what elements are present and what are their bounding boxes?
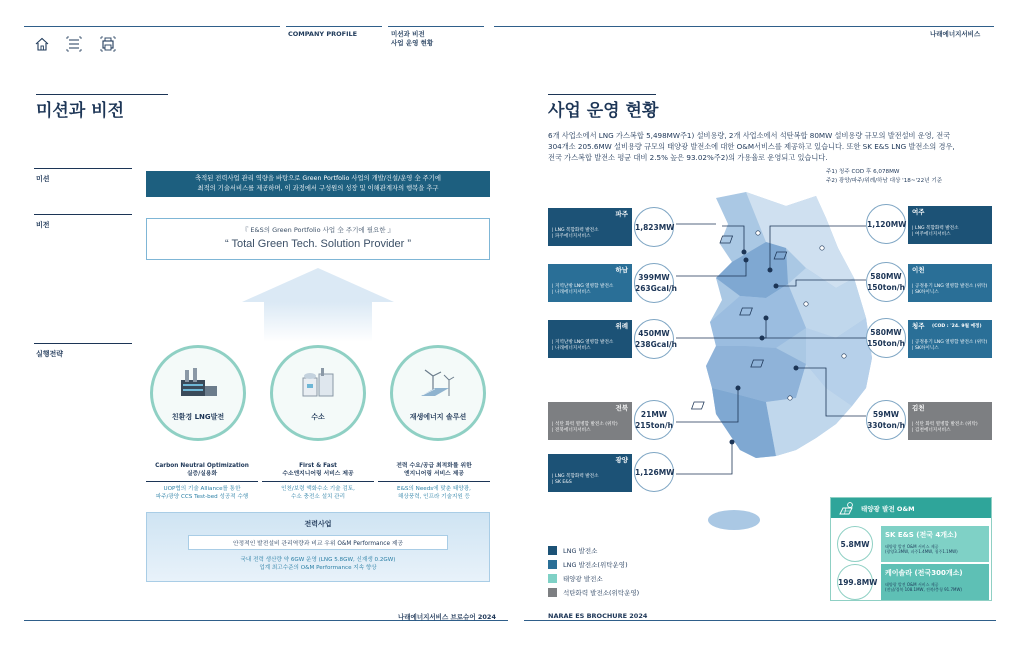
capacity-value: 580MW [870, 328, 902, 337]
mission-label: 미션 [36, 175, 50, 183]
strategy-desc [378, 485, 490, 501]
legend-label: 석탄화력 발전소(위탁운영) [563, 588, 640, 597]
plant-desc [552, 474, 599, 486]
plant-desc-line: | LNG 복합화력 발전소 [552, 228, 599, 233]
plant-desc-line: | 지역난방 LNG 열병합 발전소 [552, 284, 614, 289]
row-rule [34, 214, 132, 215]
row-rule [34, 168, 132, 169]
legend-swatch [548, 588, 557, 597]
om-row [837, 564, 987, 602]
power-subtitle: 안정적인 발전설비 관리역량과 비교 우위 O&M Performance 제공 [188, 535, 448, 550]
steam-value: 330ton/h [867, 421, 905, 430]
power-title: 전력사업 [304, 520, 332, 528]
plant-desc-line: | 파주에너지서비스 [552, 234, 591, 239]
strategy-title [262, 462, 374, 478]
capacity-value: 1,823MW [635, 223, 675, 232]
capacity-value: 1,120MW [867, 220, 907, 229]
om-card [881, 526, 989, 562]
steam-value: 215ton/h [635, 421, 673, 430]
plant-desc-line: | 석탄 화력 열병합 발전소 (위탁) [912, 422, 978, 427]
plant-desc-line: | SK E&S [552, 480, 572, 485]
plant-desc-line: | LNG 복합화력 발전소 [912, 226, 959, 231]
plant-name: 위례 [615, 322, 628, 330]
plant-name: 김천 [912, 404, 925, 412]
steam-value: 150ton/h [867, 283, 905, 292]
plant-capacity-wirye [634, 319, 677, 359]
plant-card-gimcheon[interactable] [908, 402, 992, 440]
vision-label: 비전 [36, 221, 50, 229]
plant-desc [912, 284, 987, 296]
capacity-value: 21MW [640, 410, 668, 419]
up-arrow-graphic [242, 268, 394, 302]
power-desc-line: 업계 최고수준의 O&M Performance 지속 향상 [259, 565, 377, 571]
footnote: 주1) 청주 COD 후 6,078MW [826, 169, 900, 175]
plant-capacity-paju [634, 207, 674, 247]
vision-subtitle: 『 E&S의 Green Portfolio 사업 全 주기에 필요한 』 [241, 226, 395, 234]
plant-capacity-gwangyang [634, 452, 674, 492]
plant-desc [552, 340, 613, 352]
plant-name: 파주 [615, 210, 628, 218]
strategy-title-line: 엔지니어링 서비스 제공 [403, 471, 465, 477]
plant-desc-line: | 여주에너지서비스 [912, 232, 951, 237]
plant-card-gwangyang[interactable] [548, 454, 632, 492]
plant-desc-line: | 김천에너지서비스 [912, 428, 951, 433]
plant-desc [912, 226, 959, 238]
footer-rule [524, 620, 996, 621]
strategy-desc [262, 485, 374, 501]
strategy-title-line: 수소엔지니어링 서비스 제공 [282, 471, 354, 477]
power-business-box [146, 512, 490, 582]
solar-om-panel [830, 497, 992, 601]
heat-value: 238Gcal/h [635, 340, 677, 349]
om-desc: 태양광 발전 O&M 서비스 제공 [885, 544, 939, 549]
plant-desc-line: | SK하이닉스 [912, 290, 939, 295]
strategy-title [146, 462, 258, 478]
solar-om-title: 태양광 발전 O&M [861, 505, 915, 513]
intro-paragraph [548, 130, 998, 163]
om-row [837, 526, 987, 564]
strategy-title-line: Carbon Neutral Optimization [155, 463, 249, 469]
plant-card-yeoju[interactable] [908, 206, 992, 244]
mission-text: 축적된 전력사업 관리 역량을 바탕으로 Green Portfolio 사업의 개발/건설/운영 全 주기에 [195, 175, 441, 182]
plant-name: 하남 [615, 266, 628, 274]
plant-capacity-yeoju [866, 204, 906, 244]
power-desc-line: 국내 전력 생산량 약 6GW 운영 (LNG 5.8GW, 신재생 0.2GW) [240, 557, 396, 563]
solar-om-header [831, 498, 991, 518]
power-desc [147, 556, 489, 572]
plant-capacity-cheongju [866, 318, 906, 358]
strategy-circle-lng [150, 345, 246, 441]
om-desc: (광양3.3MW, 파주1.4MW, 청주1.1MW) [885, 549, 958, 554]
capacity-value: 580MW [870, 272, 902, 281]
legend-swatch [548, 560, 557, 569]
plant-desc-line: | 공정용기 LNG 열병합 발전소 (위탁) [912, 340, 988, 345]
strategy-label: 실행전략 [36, 350, 64, 358]
plant-desc [912, 422, 978, 434]
print-icon[interactable] [100, 36, 116, 52]
vision-statement: “ Total Green Tech. Solution Provider ” [224, 238, 412, 250]
plant-desc [552, 228, 599, 240]
header-divider [286, 26, 382, 27]
steam-value: 150ton/h [867, 339, 905, 348]
title-rule [548, 94, 656, 95]
plant-desc-line: | 지역난방 LNG 열병합 발전소 [552, 340, 614, 345]
plant-name: 전북 [615, 404, 628, 412]
section-link-mission[interactable]: 미션과 비전 [391, 30, 425, 38]
plant-name: 청주 [912, 322, 925, 330]
plant-desc [552, 284, 613, 296]
strategy-desc-line: 파주/광양 CCS Test-bed 성공적 수행 [155, 494, 249, 500]
plant-capacity-icheon [866, 262, 906, 302]
home-icon[interactable] [34, 36, 50, 52]
strategy-rule [262, 481, 374, 482]
om-operator: SK E&S (전국 4개소) [885, 531, 958, 539]
plant-desc-line: | SK하이닉스 [912, 346, 939, 351]
strategy-name: 친환경 LNG발전 [171, 413, 225, 421]
company-profile-link[interactable]: COMPANY PROFILE [288, 30, 358, 38]
legend-item [548, 571, 639, 585]
solar-panel-icon [839, 501, 855, 517]
intro-line: 6개 사업소에서 LNG 가스복합 5,498MW주1) 설비용량, 2개 사업소에서 석탄복합 80MW 설비용량 규모의 발전설비 운영, 전국 [548, 131, 951, 140]
vision-box [146, 218, 490, 260]
menu-icon[interactable] [66, 36, 82, 52]
capacity-value: 450MW [638, 329, 670, 338]
legend-item [548, 543, 639, 557]
page-title-left: 미션과 비전 [36, 101, 125, 121]
header-divider [494, 26, 994, 27]
plant-card-paju[interactable] [548, 208, 632, 246]
plant-card-cheongju[interactable] [908, 320, 992, 358]
legend-swatch [548, 574, 557, 583]
footnotes [826, 168, 942, 186]
om-card [881, 564, 989, 600]
strategy-circle-renewable [390, 345, 486, 441]
intro-line: 전국 가스복합 발전소 평균 대비 2.5% 높은 93.02%주2)의 가용율로 운영되고 있습니다. [548, 153, 828, 162]
plant-desc-line: | LNG 복합화력 발전소 [552, 474, 599, 479]
om-desc: 태양광 발전 O&M 서비스 제공 [885, 582, 939, 587]
legend-label: 태양광 발전소 [563, 574, 603, 583]
plant-capacity-jeonbuk [634, 400, 674, 440]
mission-text: 최적의 기술서비스를 제공하며, 이 과정에서 구성원의 성장 및 이해관계자의 행복을 추구 [197, 185, 439, 192]
om-operator: 케이솔라 (전국300개소) [885, 569, 963, 577]
capacity-value: 1,126MW [635, 468, 675, 477]
om-capacity: 199.8MW [837, 564, 873, 600]
plant-capacity-gimcheon [866, 400, 906, 440]
strategy-desc [146, 485, 258, 501]
row-rule [34, 343, 132, 344]
strategy-title-line: 전력 수요/공급 최적화를 위한 [396, 463, 472, 469]
brand-name: 나래에너지서비스 [930, 30, 981, 38]
strategy-desc-line: 인천/보령 액화수소 기술 검토, [281, 486, 355, 492]
legend-label: LNG 발전소(위탁운영) [563, 560, 628, 569]
plant-desc-line: | 나래에너지서비스 [552, 290, 591, 295]
renewable-energy-illustration [419, 366, 459, 400]
strategy-desc-line: UOP협의 기술 Alliance를 통한 [163, 486, 241, 492]
heat-value: 263Gcal/h [635, 284, 677, 293]
om-desc: (전남/경북 108.1MW, 전북/충청 91.7MW) [885, 587, 962, 592]
lng-plant-illustration [179, 366, 219, 400]
plant-desc [912, 340, 987, 352]
plant-desc [552, 422, 618, 434]
plant-name: 이천 [912, 266, 925, 274]
strategy-desc-line: 해상풍력, 인프라 기술지원 등 [398, 494, 470, 500]
legend-item [548, 557, 639, 571]
up-arrow-graphic [264, 302, 372, 342]
intro-line: 304개소 205.6MW 설비용량 규모의 태양광 발전소에 대한 O&M서비스를 제공하고 있습니다. 또한 SK E&S LNG 발전소의 경우, [548, 142, 955, 151]
hydrogen-facility-illustration [299, 366, 339, 400]
top-header [0, 0, 1024, 60]
plant-name: 여주 [912, 208, 925, 216]
header-divider [388, 26, 484, 27]
page-title-right: 사업 운영 현황 [548, 101, 659, 121]
footnote: 주2) 광양/파주/위례/하남 대상 '18~'22년 기준 [826, 178, 943, 184]
plant-cod-note: (COD : '24. 9월 예정) [932, 324, 982, 329]
plant-desc-line: | 석탄 화력 열병합 발전소 (위탁) [552, 422, 618, 427]
plant-capacity-hanam [634, 263, 677, 303]
mission-box [146, 171, 490, 197]
legend-swatch [548, 546, 557, 555]
footer-right: NARAE ES BROCHURE 2024 [548, 612, 648, 620]
strategy-title [378, 462, 490, 478]
plant-card-icheon[interactable] [908, 264, 992, 302]
title-rule [36, 94, 168, 95]
legend-item [548, 585, 639, 599]
strategy-rule [378, 481, 490, 482]
section-link-operations[interactable]: 사업 운영 현황 [391, 39, 434, 47]
strategy-title-line: First & Fast [299, 463, 337, 469]
map-legend [548, 543, 639, 599]
strategy-rule [146, 481, 258, 482]
header-divider [24, 26, 280, 27]
plant-card-wirye[interactable] [548, 320, 632, 358]
korea-map [676, 188, 886, 548]
plant-name: 광양 [615, 456, 628, 464]
strategy-desc-line: E&S의 Needs에 맞춘 태양광, [397, 486, 471, 492]
capacity-value: 59MW [872, 410, 900, 419]
strategy-name: 재생에너지 솔루션 [409, 413, 467, 421]
strategy-circle-hydrogen [270, 345, 366, 441]
strategy-title-line: 실증/실용화 [186, 471, 218, 477]
capacity-value: 399MW [638, 273, 670, 282]
strategy-desc-line: 수소 충전소 설치 관리 [291, 494, 345, 500]
footer-left: 나래에너지서비스 브로슈어 2024 [398, 613, 496, 621]
om-capacity: 5.8MW [837, 526, 873, 562]
plant-desc-line: | 나래에너지서비스 [552, 346, 591, 351]
plant-desc-line: | 전북에너지서비스 [552, 428, 591, 433]
strategy-name: 수소 [311, 413, 325, 421]
plant-desc-line: | 공정용기 LNG 열병합 발전소 (위탁) [912, 284, 988, 289]
plant-card-jeonbuk[interactable] [548, 402, 632, 440]
plant-card-hanam[interactable] [548, 264, 632, 302]
legend-label: LNG 발전소 [563, 546, 598, 555]
